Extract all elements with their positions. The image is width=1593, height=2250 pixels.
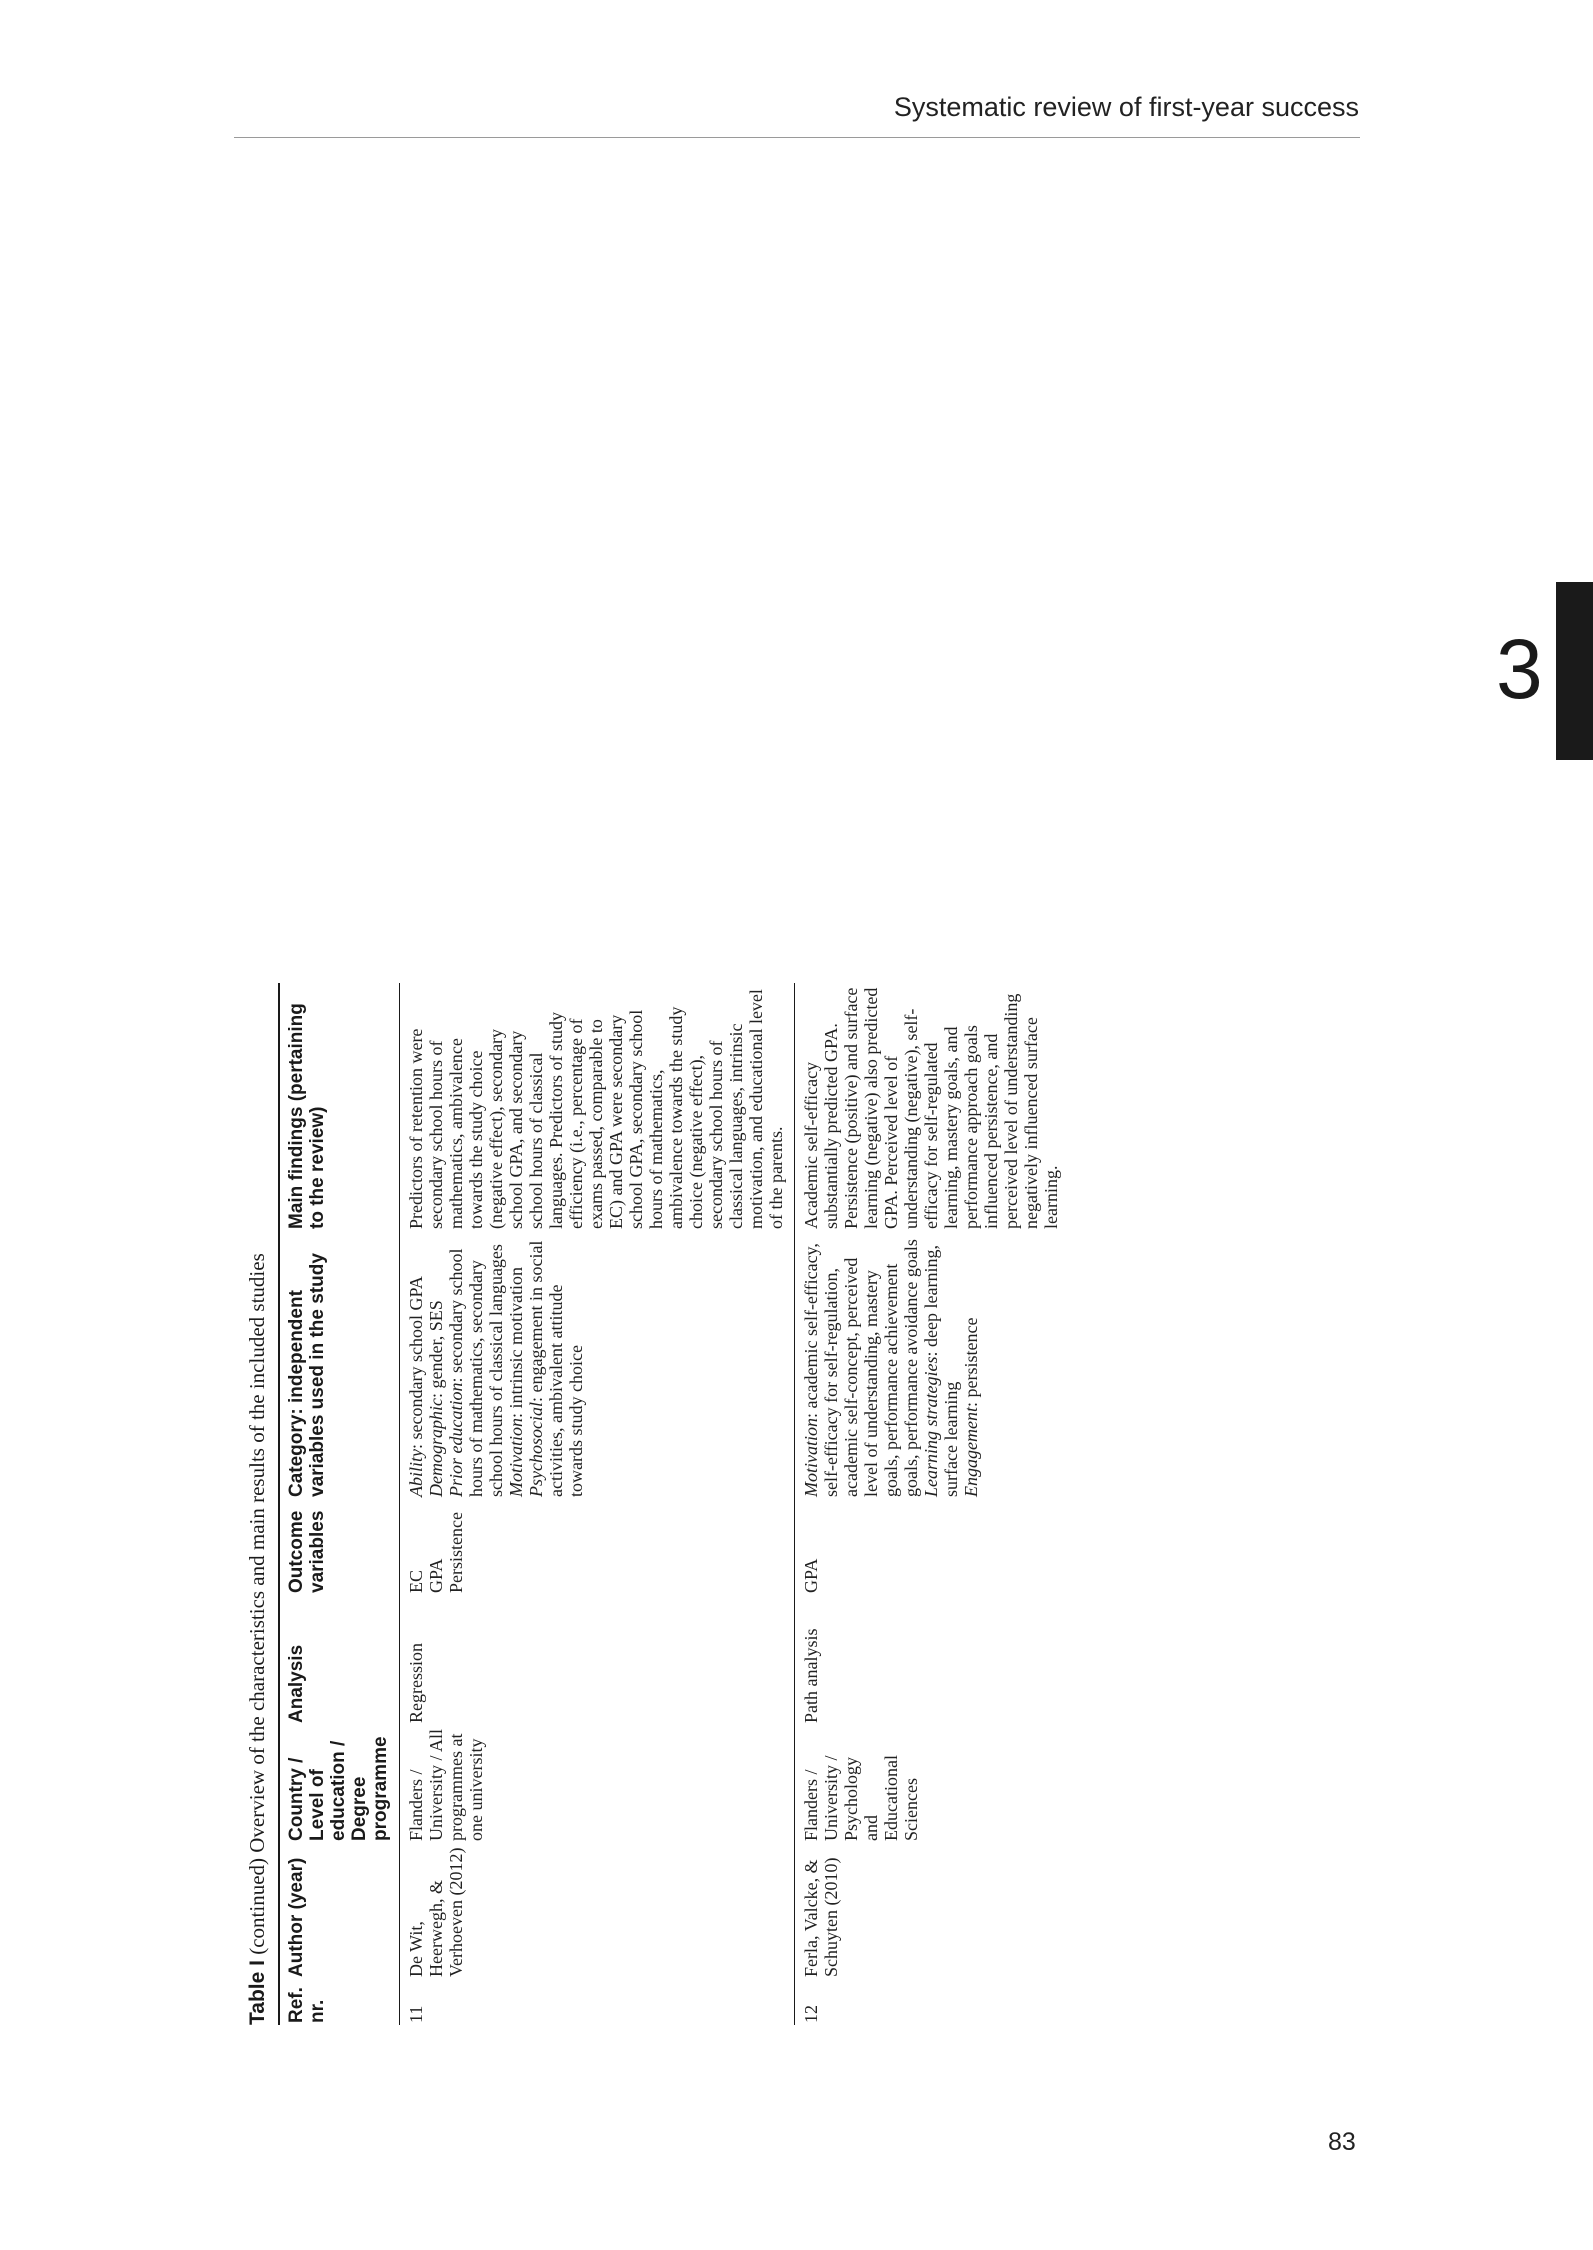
table-caption [244,1025,278,2025]
category-label: Ability [406,1449,426,1497]
header-ref: Ref. nr. [279,1979,400,2025]
cell-category [400,1231,795,1499]
table-header-row [279,983,400,2025]
category-label: Psychosocial [526,1402,546,1497]
chapter-tab-marker [1556,582,1593,760]
cell-author: Ferla, Valcke, & Schuyten (2010) [801,1857,841,1977]
category-item [801,1235,921,1497]
rotated-table-block [244,987,1074,2025]
table-row [400,983,795,2025]
chapter-number: 3 [1496,622,1543,716]
cell-country: Flanders / University / Psychology and Educational Sciences [801,1755,921,1841]
category-label: Motivation [801,1418,821,1497]
cell-ref: 12 [801,2005,821,2023]
category-text: : deep learning, surface learning [921,1245,961,1497]
table-caption-label: Table I [246,1960,269,2025]
header-category: Category: independent variables used in the study [279,1231,400,1499]
category-item [506,1235,526,1497]
header-author: Author (year) [279,1843,400,1979]
cell-category [795,1231,1070,1499]
header-findings: Main findings (pertaining to the review) [279,983,400,1231]
outcome-item: GPA [801,1558,821,1593]
category-text: : intrinsic motivation [506,1267,526,1418]
category-label: Demographic [426,1398,446,1497]
category-item [526,1235,586,1497]
cell-country: Flanders / University / All programmes at one university [400,1725,795,1843]
outcome-item: GPA [426,1558,446,1593]
cell-analysis: Path analysis [801,1628,821,1723]
running-head-title: Systematic review of first-year success [893,92,1359,122]
header-outcome: Outcome variables [279,1499,400,1595]
category-item [426,1235,446,1497]
table-caption-text: (continued) Overview of the characteristics and main results of the included studies [245,1253,269,1961]
cell-analysis: Regression [400,1595,795,1725]
outcome-item: Persistence [446,1512,466,1593]
header-analysis: Analysis [279,1595,400,1725]
table-row [795,983,1070,2025]
category-text: : academic self-efficacy, self-efficacy for self-regulation, academic self-concept, perceived level of understanding, mastery goals, performance achievement goals, performance avoidance goals [801,1239,921,1497]
category-label: Prior education [446,1382,466,1497]
category-item [406,1235,426,1497]
category-text: : secondary school hours of mathematics, secondary school hours of classical languages [446,1244,506,1497]
cell-ref: 11 [400,1979,795,2025]
studies-table [278,983,1069,2025]
header-rule [234,137,1360,138]
cell-outcome [795,1499,1070,1595]
category-item [961,1235,981,1497]
cell-findings: Predictors of retention were secondary school hours of mathematics, ambivalence towards the study choice (negative effect), secondary school GPA, and secondary school hours of classical languages. Predictors of study efficiency (i.e., percentage of exams passed, comparable to EC) and GPA were secondary school GPA, secondary school hours of mathematics, ambivalence towards the study choice (negative effect), secondary school hours of classical languages, intrinsic motivation, and educational level of the parents. [400,983,795,1231]
cell-author: De Wit, Heerwegh, & Verhoeven (2012) [400,1843,795,1979]
cell-findings: Academic self-efficacy substantially predicted GPA. Persistence (positive) and surface learning (negative) also predicted GPA. Perceived level of understanding (negative), self-efficacy for self-regulated learning, mastery goals, and performance approach goals influenced persistence, and perceived level of understanding negatively influenced surface learning. [801,987,1061,1229]
category-item [446,1235,506,1497]
page-number: 83 [1328,2128,1356,2156]
category-text: : engagement in social activities, ambivalent attitude towards study choice [526,1240,586,1497]
category-label: Learning strategies [921,1356,941,1497]
category-label: Motivation [506,1418,526,1497]
category-text: : persistence [961,1317,981,1408]
outcome-item: EC [406,1569,426,1593]
category-text: : gender, SES [426,1300,446,1399]
cell-outcome [400,1499,795,1595]
header-country: Country / Level of education / Degree programme [279,1725,400,1843]
category-label: Engagement [961,1407,981,1497]
category-item [921,1235,961,1497]
category-text: : secondary school GPA [406,1276,426,1449]
